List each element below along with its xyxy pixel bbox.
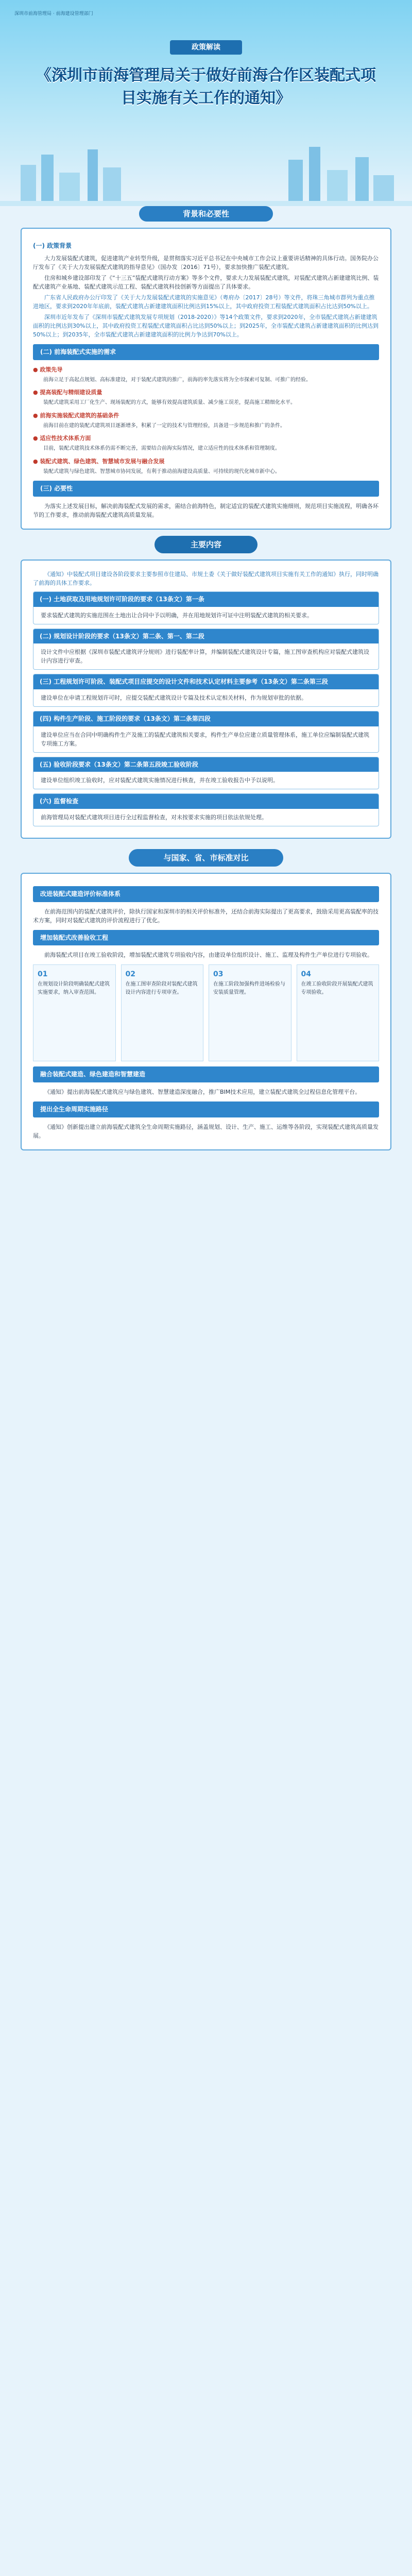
necessity-item: ● 装配式建筑、绿色建筑、智慧城市发展与融合发展 装配式建筑与绿色建筑、智慧城市协同发展，有利于推动前海建设高质量、可持续的现代化城市新中心。: [33, 457, 280, 474]
city-skyline-icon: [0, 144, 412, 206]
necessity-item: ● 提高装配与精细建设质量 装配式建筑采用工厂化生产、现场装配的方式，能够有效提高建筑质量、减少施工误差，提高施工精细化水平。: [33, 389, 296, 406]
policy-background-title: (一) 政策背景: [33, 242, 72, 249]
compare-section-head: 与国家、省、市标准对比: [129, 849, 283, 867]
step-block: (六) 监督检查 前海管理局对装配式建筑项目进行全过程监督检查，对未按要求实施的项目依法依规处理。: [33, 793, 379, 826]
main-content-head: 主要内容: [154, 536, 258, 553]
must-bar: (三) 必要性: [33, 481, 379, 497]
main-content-panel: [21, 560, 391, 839]
step-block: (一) 土地获取及用地规划许可阶段的要求（13条文）第一条 要求装配式建筑的实施范围在土地出让合同中予以明确，并在用地规划许可证中注明装配式建筑的相关要求。: [33, 591, 379, 624]
step-block: (四) 构件生产阶段、施工阶段的要求（13条文）第二条第四段 建设单位应当在合同中明确构件生产及施工的装配式建筑相关要求，构件生产单位应建立质量管理体系，施工单位应编制装配式建筑专项施工方案。: [33, 711, 379, 753]
background-section-head: 背景和必要性: [139, 206, 273, 222]
step-block: (五) 验收阶段要求（13条文）第二条第五段竣工验收阶段 建设单位组织竣工验收时，应对装配式建筑实施情况进行核查，并在竣工验收报告中予以说明。: [33, 757, 379, 790]
compare-bar-2: 增加装配式改善验收工程: [33, 930, 379, 946]
compare-paragraph: 《通知》创新提出建立前海装配式建筑全生命周期实施路径，涵盖规划、设计、生产、施工、运维等各阶段，实现装配式建筑高质量发展。: [33, 1123, 379, 1139]
necessity-bar: (二) 前海装配式实施的需求: [33, 344, 379, 360]
background-paragraph: 住房和城乡建设部印发了《“十三五”装配式建筑行动方案》等多个文件，要求大力发展装配式建筑，对装配式建筑占新建建筑比例、装配式建筑产业基地、装配式建筑示范工程、装配式建筑科技创新等方面提出了具体要求。: [33, 274, 379, 290]
necessity-item: ● 适应性技术体系方面 目前，装配式建筑技术体系仍需不断完善，需要结合前海实际情况，建立适应性的技术体系和管理制度。: [33, 435, 280, 452]
policy-tag: 政策解读: [170, 40, 242, 55]
background-paragraph: 深圳市近年发布了《深圳市装配式建筑发展专项规划（2018-2020）》等14个政策文件，要求到2020年，全市装配式建筑占新建建筑面积的比例达到30%以上，其中政府投资工程装配式建筑面积占比达到50%以上；到2025年，全市装配式建筑占新建建筑面积的比例达到50%以上；到2035年，全市装配式建筑占新建建筑面积的比例力争达到70%以上。: [33, 313, 379, 338]
page-title: 《深圳市前海管理局关于做好前海合作区装配式项目实施有关工作的通知》: [36, 66, 376, 107]
necessity-item: ● 前海实施装配式建筑的基础条件 前海目前在建的装配式建筑项目逐渐增多，积累了一定的技术与管理经验，具备进一步规范和推广的条件。: [33, 412, 285, 429]
main-intro: 《通知》中装配式项目建设各阶段要求主要参照市住建局、市规土委《关于做好装配式建筑项目实施有关工作的通知》执行，同时明确了前海的具体工作要求。: [33, 571, 379, 587]
must-paragraph: 为落实上述发展目标，解决前海装配式发展的需求，需结合前海特色，制定适宜的装配式建筑实施细则，规范项目实施流程，明确各环节的工作要求，推动前海装配式建筑高质量发展。: [33, 502, 379, 518]
process-card: 02 在施工图审查阶段对装配式建筑设计内容进行专项审查。: [121, 964, 204, 1061]
compare-paragraph: 前海装配式项目在竣工验收阶段，增加装配式建筑专项验收内容，由建设单位组织设计、施工、监理及构件生产单位进行专项验收。: [44, 952, 373, 959]
process-card: 04 在竣工验收阶段开展装配式建筑专项验收。: [297, 964, 380, 1061]
process-card: 03 在施工阶段加强构件进场检验与安装质量管理。: [209, 964, 291, 1061]
process-cards: [33, 964, 379, 1061]
step-block: (三) 工程规划许可阶段、装配式项目应提交的设计文件和技术认定材料主要参考（13条文）第二条第三段 建设单位在申请工程规划许可时，应提交装配式建筑设计专篇及技术认定相关材料，作为规划审批的依据。: [33, 674, 379, 707]
background-paragraph: 大力发展装配式建筑，促进建筑产业转型升级，是贯彻落实习近平总书记在中央城市工作会议上重要讲话精神的具体行动。国务院办公厅发布了《关于大力发展装配式建筑的指导意见》（国办发〔2016〕71号），要求加快推广装配式建筑。: [33, 255, 379, 270]
hero-banner: [0, 0, 412, 206]
org-name: 深圳市前海管理局 · 前海建设管理部门: [14, 11, 93, 16]
compare-paragraph: 《通知》提出前海装配式建筑应与绿色建筑、智慧建造深度融合，推广BIM技术应用，建立装配式建筑全过程信息化管理平台。: [44, 1088, 361, 1095]
compare-bar-1: 改进装配式建造评价标准体系: [33, 886, 379, 902]
background-paragraph: 广东省人民政府办公厅印发了《关于大力发展装配式建筑的实施意见》（粤府办〔2017〕28号）等文件，将珠三角城市群列为重点推进地区，要求到2020年年底前，装配式建筑占新建建筑面积比例达到15%以上，其中政府投资工程装配式建筑面积占比达到50%以上。: [33, 294, 375, 310]
step-block: (二) 规划设计阶段的要求（13条文）第二条、第一、第二段 设计文件中应根据《深圳市装配式建筑评分规则》进行装配率计算，并编制装配式建筑设计专篇，施工图审查机构应对装配式建筑设计内容进行审查。: [33, 629, 379, 670]
process-card: 01 在规划设计阶段明确装配式建筑实施要求，纳入审查范围。: [33, 964, 116, 1061]
compare-bar-4: 提出全生命周期实施路径: [33, 1101, 379, 1117]
background-panel: [21, 228, 391, 530]
compare-panel: [21, 873, 391, 1150]
compare-bar-3: 融合装配式建造、绿色建造和智慧建造: [33, 1066, 379, 1082]
necessity-item: ● 政策先导 前海立足于高起点规划、高标准建设，对于装配式建筑的推广，前海的率先落实将为全市探索可复制、可推广的经验。: [33, 366, 311, 383]
compare-paragraph: 在前海范围内的装配式建筑评价，除执行国家和深圳市的相关评价标准外，还结合前海实际提出了更高要求，鼓励采用更高装配率的技术方案，同时对装配式建筑的评价流程进行了优化。: [33, 908, 379, 924]
